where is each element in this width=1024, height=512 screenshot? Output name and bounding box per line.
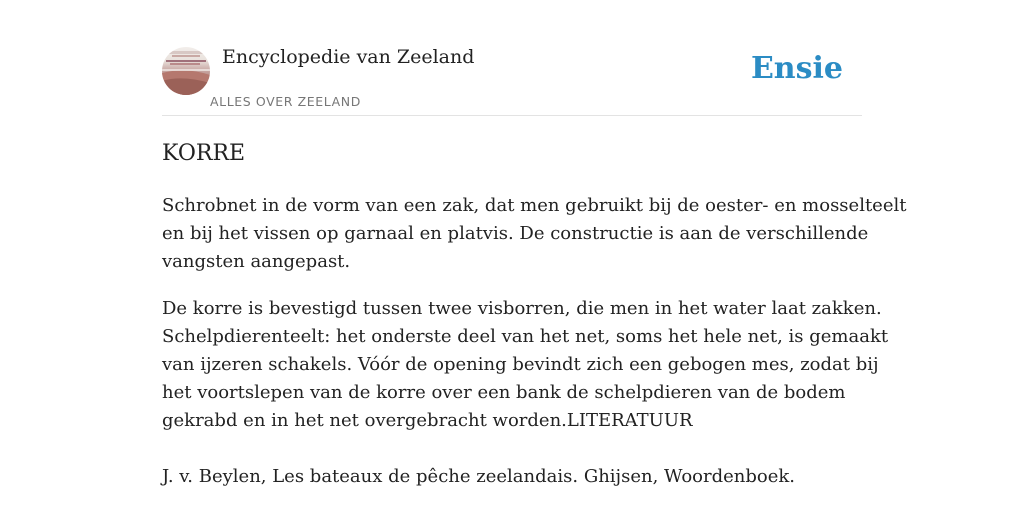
site-header bbox=[162, 0, 862, 116]
reference-line: J. v. Beylen, Les bateaux de pêche zeelandais. Ghijsen, Woordenboek. bbox=[162, 466, 796, 487]
page bbox=[162, 0, 907, 512]
article-paragraph bbox=[162, 295, 889, 435]
site-avatar[interactable] bbox=[162, 47, 210, 95]
paragraph-line: gekrabd en in het net overgebracht worden.LITERATUUR bbox=[162, 410, 693, 431]
site-title[interactable]: Encyclopedie van Zeeland bbox=[222, 46, 475, 68]
brand-logo[interactable]: Ensie bbox=[750, 51, 843, 86]
article-title: KORRE bbox=[162, 141, 246, 166]
paragraph-line: De korre is bevestigd tussen twee visborren, die men in het water laat zakken. bbox=[162, 298, 882, 319]
article-references bbox=[162, 463, 862, 491]
paragraph-line: Schelpdierenteelt: het onderste deel van het net, soms het hele net, is gemaakt bbox=[162, 326, 889, 347]
paragraph-line: het voortslepen van de korre over een bank de schelpdieren van de bodem bbox=[162, 382, 846, 403]
paragraph-line: en bij het vissen op garnaal en platvis. De constructie is aan de verschillende bbox=[162, 223, 869, 244]
paragraph-line: Schrobnet in de vorm van een zak, dat men gebruikt bij de oester- en mosselteelt bbox=[162, 195, 907, 216]
article-paragraph bbox=[162, 192, 907, 276]
site-tagline: ALLES OVER ZEELAND bbox=[210, 94, 361, 109]
paragraph-line: van ijzeren schakels. Vóór de opening bevindt zich een gebogen mes, zodat bij bbox=[162, 354, 879, 375]
paragraph-line: vangsten aangepast. bbox=[162, 251, 351, 272]
site-thumbnail-icon bbox=[162, 47, 210, 95]
